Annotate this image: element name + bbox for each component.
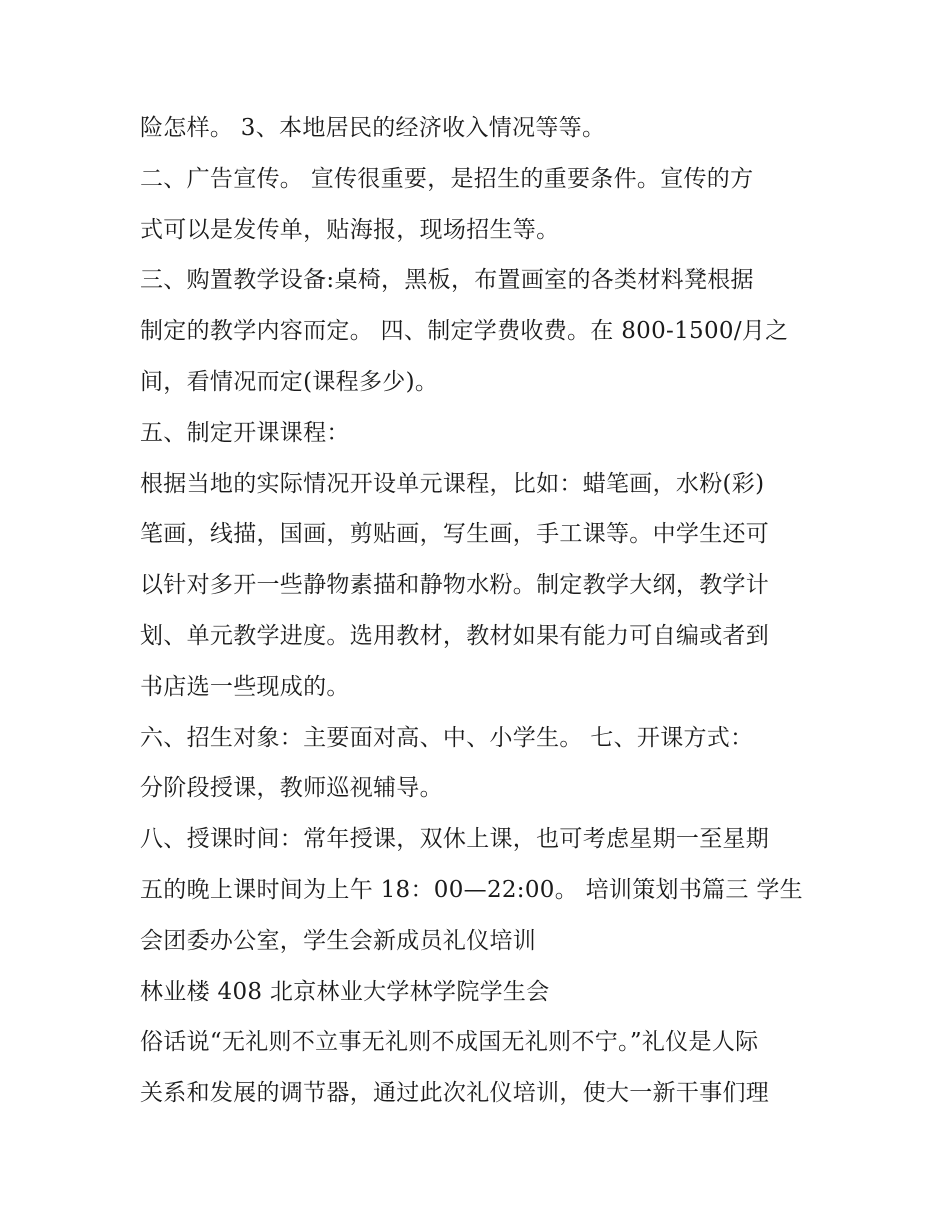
text-line: 会团委办公室，学生会新成员礼仪培训	[140, 927, 537, 954]
text-line: 三、购置教学设备:桌椅，黑板，布置画室的各类材料凳根据	[140, 267, 754, 294]
text-line: 间，看情况而定(课程多少)。	[140, 368, 439, 395]
text-line: 林业楼 408 北京林业大学林学院学生会	[140, 978, 550, 1005]
text-line: 根据当地的实际情况开设单元课程，比如：蜡笔画，水粉(彩)	[140, 470, 765, 497]
text-line: 式可以是发传单，贴海报，现场招生等。	[140, 216, 560, 243]
text-line: 二、广告宣传。 宣传很重要，是招生的重要条件。宣传的方	[140, 165, 754, 192]
text-line: 六、招生对象：主要面对高、中、小学生。 七、开课方式：	[140, 724, 754, 751]
text-line: 以针对多开一些静物素描和静物水粉。制定教学大纲，教学计	[140, 572, 770, 599]
text-line: 划、单元教学进度。选用教材，教材如果有能力可自编或者到	[140, 622, 770, 649]
text-line: 险怎样。 3、本地居民的经济收入情况等等。	[140, 115, 606, 141]
text-line: 俗话说“无礼则不立事无礼则不成国无礼则不宁。”礼仪是人际	[140, 1029, 759, 1056]
text-line: 制定的教学内容而定。 四、制定学费收费。在 800-1500/月之	[140, 318, 789, 345]
text-line: 笔画，线描，国画，剪贴画，写生画，手工课等。中学生还可	[140, 521, 770, 548]
text-line: 分阶段授课，教师巡视辅导。	[140, 775, 443, 802]
text-line: 八、授课时间：常年授课，双休上课，也可考虑星期一至星期	[140, 826, 770, 853]
text-line: 五的晚上课时间为上午 18：00—22:00。 培训策划书篇三 学生	[140, 876, 803, 903]
text-line: 五、制定开课课程：	[140, 419, 350, 446]
text-line: 书店选一些现成的。	[140, 673, 350, 700]
text-line: 关系和发展的调节器，通过此次礼仪培训，使大一新干事们理	[140, 1080, 770, 1107]
document-body	[140, 103, 830, 1119]
